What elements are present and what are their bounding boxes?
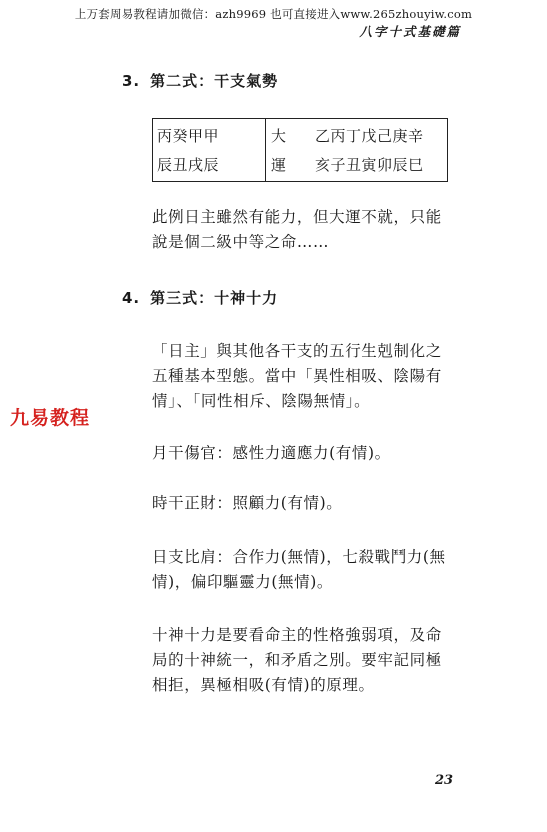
paragraph-line: 日支比肩：合作力(無情)，七殺戰鬥力(無 <box>152 548 446 566</box>
table-divider <box>265 119 266 181</box>
section-3-title: 第二式：干支氣勢 <box>150 72 279 90</box>
paragraph-line: 五種基本型態。當中「異性相吸、陰陽有 <box>152 367 442 385</box>
table-row2-pillars: 辰丑戌辰 <box>157 156 220 174</box>
section-4-paragraph-3 <box>152 491 472 516</box>
table-row1-luck: 乙丙丁戊己庚辛 <box>315 127 424 145</box>
section-3-number: 3. <box>122 72 141 90</box>
section-4-title: 第三式：十神十力 <box>150 289 279 307</box>
section-4-heading <box>122 287 278 308</box>
section-4-paragraph-1 <box>152 339 472 414</box>
table-row2-label: 運 <box>271 156 287 174</box>
section-4-paragraph-4 <box>152 545 472 595</box>
page-number: 23 <box>435 773 454 788</box>
paragraph-line: 時干正財：照顧力(有情)。 <box>152 494 343 512</box>
paragraph-line: 說是個二級中等之命…… <box>152 233 330 251</box>
top-banner: 上万套周易教程请加微信：azh9969 也可直接进入www.265zhouyiw.com <box>74 7 473 21</box>
section-4-number: 4. <box>122 289 141 307</box>
paragraph-line: 十神十力是要看命主的性格強弱項，及命 <box>152 626 442 644</box>
pillar-table <box>152 118 448 182</box>
paragraph-line: 月干傷官：感性力適應力(有情)。 <box>152 444 391 462</box>
table-row1-label: 大 <box>271 127 287 145</box>
paragraph-line: 相拒，異極相吸(有情)的原理。 <box>152 676 375 694</box>
table-row2-luck: 亥子丑寅卯辰巳 <box>315 156 424 174</box>
section-3-paragraph <box>152 205 472 255</box>
paragraph-line: 情)，偏印驅靈力(無情)。 <box>152 573 333 591</box>
section-4-paragraph-2 <box>152 441 472 466</box>
paragraph-line: 情」、「同性相斥、陰陽無情」。 <box>152 392 371 410</box>
table-row1-pillars: 丙癸甲甲 <box>157 127 220 145</box>
paragraph-line: 「日主」與其他各干支的五行生剋制化之 <box>152 342 442 360</box>
watermark-logo: 九易教程 <box>10 407 91 429</box>
running-header-title: 八字十式基礎篇 <box>359 24 461 39</box>
paragraph-line: 此例日主雖然有能力，但大運不就，只能 <box>152 208 442 226</box>
paragraph-line: 局的十神統一，和矛盾之別。要牢記同極 <box>152 651 442 669</box>
section-4-paragraph-5 <box>152 623 472 698</box>
section-3-heading <box>122 70 278 91</box>
